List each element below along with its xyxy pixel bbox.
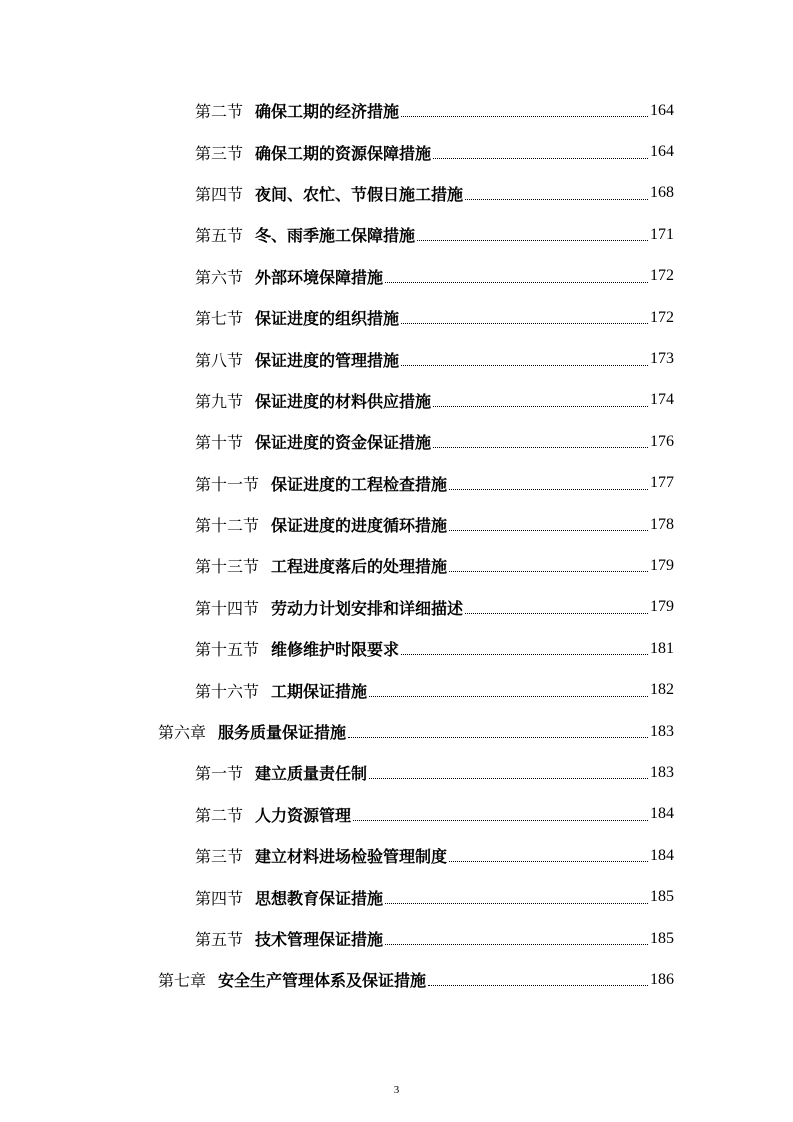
toc-entry-label: 第十五节 (195, 640, 260, 660)
toc-entry-title: 维修维护时限要求 (271, 640, 400, 660)
toc-dot-leader (428, 985, 648, 986)
toc-entry-label: 第十节 (195, 433, 244, 453)
toc-entry-label: 第五节 (195, 930, 244, 949)
toc-section-entry[interactable] (0, 297, 674, 338)
toc-entry-title: 保证进度的组织措施 (255, 309, 400, 329)
toc-dot-leader (449, 489, 648, 490)
toc-section-entry[interactable] (0, 131, 674, 172)
toc-entry-title: 技术管理保证措施 (255, 930, 384, 949)
toc-entry-page: 168 (650, 184, 674, 202)
toc-entry-title: 保证进度的进度循环措施 (271, 516, 448, 536)
toc-entry-title: 保证进度的资金保证措施 (255, 433, 432, 453)
toc-entry-page: 184 (650, 846, 674, 864)
toc-entry-title: 人力资源管理 (255, 805, 352, 825)
toc-entry-page: 171 (650, 225, 674, 243)
toc-section-entry[interactable] (0, 90, 674, 131)
toc-entry-title: 思想教育保证措施 (255, 888, 384, 908)
toc-entry-title: 劳动力计划安排和详细描述 (271, 598, 464, 618)
toc-entry-page: 186 (650, 970, 674, 988)
toc-entry-page: 164 (650, 143, 674, 161)
toc-entry-label: 第四节 (195, 888, 244, 908)
toc-entry-title: 保证进度的管理措施 (255, 350, 400, 370)
toc-dot-leader (449, 861, 648, 862)
toc-entry-label: 第四节 (195, 184, 244, 204)
toc-section-entry[interactable] (0, 918, 674, 959)
toc-entry-page: 178 (650, 515, 674, 533)
toc-entry-page: 183 (650, 722, 674, 740)
toc-entry-label: 第五节 (195, 226, 244, 246)
toc-chapter-entry[interactable] (0, 959, 674, 1000)
toc-entry-title: 确保工期的资源保障措施 (255, 143, 432, 163)
toc-entry-title: 保证进度的材料供应措施 (255, 391, 432, 411)
toc-dot-leader (401, 365, 648, 366)
toc-entry-page: 176 (650, 432, 674, 450)
toc-section-entry[interactable] (0, 256, 674, 297)
toc-entry-page: 184 (650, 805, 674, 823)
toc-entry-page: 177 (650, 474, 674, 492)
toc-dot-leader (401, 654, 648, 655)
toc-entry-title: 建立材料进场检验管理制度 (255, 847, 448, 867)
toc-section-entry[interactable] (0, 214, 674, 255)
toc-entry-page: 172 (650, 308, 674, 326)
toc-entry-label: 第八节 (195, 350, 244, 370)
toc-entry-label: 第二节 (195, 805, 244, 825)
toc-section-entry[interactable] (0, 545, 674, 586)
toc-dot-leader (369, 778, 648, 779)
toc-entry-title: 服务质量保证措施 (218, 723, 347, 743)
toc-entry-page: 185 (650, 929, 674, 947)
toc-dot-leader (417, 240, 648, 241)
toc-section-entry[interactable] (0, 463, 674, 504)
toc-entry-label: 第十三节 (195, 557, 260, 577)
toc-entry-page: 173 (650, 350, 674, 368)
toc-entry-title: 外部环境保障措施 (255, 267, 384, 287)
toc-entry-label: 第十二节 (195, 516, 260, 536)
toc-entry-page: 172 (650, 267, 674, 285)
toc-section-entry[interactable] (0, 173, 674, 214)
toc-entry-page: 174 (650, 391, 674, 409)
toc-section-entry[interactable] (0, 876, 674, 917)
toc-dot-leader (385, 903, 648, 904)
toc-entry-page: 185 (650, 888, 674, 906)
toc-dot-leader (401, 323, 648, 324)
toc-entry-label: 第二节 (195, 102, 244, 122)
toc-dot-leader (348, 737, 648, 738)
toc-dot-leader (449, 530, 648, 531)
toc-entry-label: 第九节 (195, 391, 244, 411)
toc-entry-title: 保证进度的工程检查措施 (271, 474, 448, 494)
toc-entry-title: 夜间、农忙、节假日施工措施 (255, 184, 464, 204)
page-number: 3 (393, 1084, 400, 1096)
toc-entry-title: 建立质量责任制 (255, 764, 368, 784)
toc-dot-leader (433, 406, 648, 407)
toc-section-entry[interactable] (0, 669, 674, 710)
toc-entry-label: 第十四节 (195, 598, 260, 618)
toc-dot-leader (433, 447, 648, 448)
toc-entry-label: 第七章 (158, 971, 207, 991)
toc-entry-label: 第十一节 (195, 474, 260, 494)
toc-dot-leader (401, 116, 648, 117)
toc-entry-title: 工程进度落后的处理措施 (271, 557, 448, 577)
toc-entry-title: 安全生产管理体系及保证措施 (218, 971, 427, 991)
toc-entry-label: 第七节 (195, 309, 244, 329)
toc-section-entry[interactable] (0, 421, 674, 462)
toc-section-entry[interactable] (0, 752, 674, 793)
toc-dot-leader (385, 282, 648, 283)
toc-dot-leader (465, 199, 648, 200)
toc-entry-label: 第三节 (195, 847, 244, 867)
toc-entry-page: 182 (650, 681, 674, 699)
toc-dot-leader (369, 696, 648, 697)
toc-section-entry[interactable] (0, 835, 674, 876)
toc-entry-title: 冬、雨季施工保障措施 (255, 226, 416, 246)
toc-chapter-entry[interactable] (0, 711, 674, 752)
toc-dot-leader (433, 158, 648, 159)
toc-entry-title: 工期保证措施 (271, 681, 368, 701)
toc-entry-page: 179 (650, 556, 674, 574)
toc-section-entry[interactable] (0, 338, 674, 379)
toc-entry-label: 第十六节 (195, 681, 260, 701)
toc-entry-title: 确保工期的经济措施 (255, 102, 400, 122)
toc-dot-leader (353, 820, 648, 821)
toc-entry-page: 179 (650, 598, 674, 616)
toc-section-entry[interactable] (0, 504, 674, 545)
toc-entry-label: 第一节 (195, 764, 244, 784)
toc-section-entry[interactable] (0, 587, 674, 628)
toc-section-entry[interactable] (0, 794, 674, 835)
toc-section-entry[interactable] (0, 628, 674, 669)
table-of-contents (0, 90, 793, 1001)
toc-entry-label: 第六章 (158, 723, 207, 743)
toc-dot-leader (449, 571, 648, 572)
toc-entry-label: 第三节 (195, 143, 244, 163)
toc-entry-page: 183 (650, 763, 674, 781)
toc-entry-page: 181 (650, 639, 674, 657)
toc-section-entry[interactable] (0, 380, 674, 421)
toc-dot-leader (465, 613, 648, 614)
toc-entry-label: 第六节 (195, 267, 244, 287)
toc-entry-page: 164 (650, 101, 674, 119)
toc-dot-leader (385, 944, 648, 945)
